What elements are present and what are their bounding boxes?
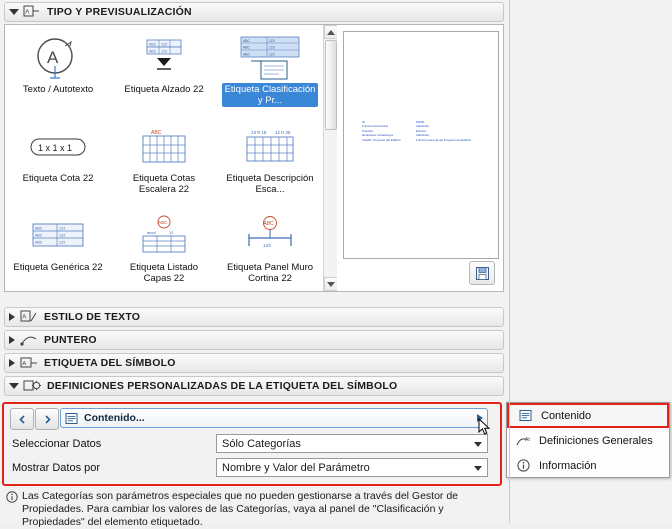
content-dropdown-button[interactable] [60, 408, 488, 428]
svg-text:123: 123 [269, 52, 275, 57]
generic-label-icon [19, 213, 97, 261]
type-item-label: Etiqueta Cota 22 [22, 173, 94, 184]
type-item-elevation-label[interactable] [114, 31, 214, 116]
type-grid-scrollbar[interactable] [323, 25, 337, 291]
chevron-right-icon [43, 415, 52, 424]
stair-description-label-icon [231, 124, 309, 172]
type-and-preview-area [4, 24, 504, 292]
menu-item-label: Contenido [541, 409, 592, 422]
svg-text:12 H 26: 12 H 26 [275, 130, 291, 135]
svg-text:abcd: abcd [147, 230, 156, 235]
svg-text:At: At [524, 436, 530, 443]
svg-text:A: A [25, 9, 30, 16]
type-item-stair-description-label[interactable] [220, 120, 320, 205]
chevron-right-icon [9, 313, 15, 321]
svg-text:ABC: ABC [263, 221, 274, 227]
classification-label-icon [231, 35, 309, 83]
preview-key: ID [362, 120, 365, 124]
panel-title: ESTILO DE TEXTO [44, 311, 141, 323]
svg-text:123: 123 [269, 38, 275, 43]
preview-pane [343, 31, 499, 259]
type-item-dimension-label[interactable] [8, 120, 108, 205]
chevron-right-icon [9, 336, 15, 344]
preview-content [362, 120, 471, 142]
menu-item-contenido[interactable] [507, 403, 669, 428]
autotext-icon [19, 35, 97, 83]
seleccionar-datos-dropdown[interactable] [216, 434, 488, 453]
info-icon [513, 458, 533, 474]
panel-header-etiqueta-del-simbolo[interactable] [4, 353, 504, 373]
type-item-label: Etiqueta Cotas Escalera 22 [132, 173, 196, 195]
panel-title: DEFINICIONES PERSONALIZADAS DE LA ETIQUETA DEL SÍMBOLO [47, 380, 398, 392]
type-item-curtain-wall-panel-label[interactable] [220, 209, 320, 291]
text-style-icon [20, 310, 38, 324]
svg-text:ABC: ABC [151, 130, 162, 136]
scrollbar-thumb[interactable] [325, 40, 337, 130]
svg-text:A: A [47, 48, 59, 67]
type-item-label: Etiqueta Clasificación y Pr... [222, 83, 318, 107]
svg-text:A: A [22, 314, 27, 321]
preview-value: Exterior [416, 128, 427, 133]
mostrar-datos-por-label: Mostrar Datos por [12, 462, 101, 474]
svg-text:ABC: ABC [35, 233, 43, 238]
panel-header-tipo-y-previsualizacion[interactable] [4, 2, 504, 22]
layer-list-label-icon [125, 213, 203, 261]
preview-key: Clasific. Proyecto del Edificio [362, 137, 401, 142]
svg-text:13 R 18: 13 R 18 [251, 130, 267, 135]
save-favorite-icon [475, 266, 490, 281]
svg-text:A: A [22, 361, 27, 367]
chevron-down-icon [474, 466, 482, 471]
svg-text:123: 123 [59, 226, 65, 231]
save-preview-button[interactable] [469, 261, 495, 285]
panel-header-puntero[interactable] [4, 330, 504, 350]
type-item-label: Texto / Autotexto [22, 84, 94, 95]
mouse-cursor [478, 418, 490, 436]
mostrar-datos-por-dropdown[interactable] [216, 458, 488, 477]
chevron-right-icon [9, 359, 15, 367]
dimension-label-icon [19, 124, 97, 172]
svg-text:12: 12 [169, 230, 174, 235]
symbol-label-icon [20, 356, 38, 370]
svg-text:ABC: ABC [158, 220, 168, 225]
type-item-autotext[interactable] [8, 31, 108, 116]
chevron-down-icon [9, 383, 19, 389]
scroll-up-button[interactable] [324, 25, 337, 39]
preview-key: Función Estructural [362, 124, 388, 129]
type-item-classification-label[interactable] [220, 31, 320, 116]
right-divider [509, 0, 510, 523]
label-type-icon [23, 5, 41, 19]
custom-definitions-icon [23, 379, 41, 393]
panel-title: ETIQUETA DEL SÍMBOLO [44, 357, 176, 369]
type-item-label: Etiqueta Panel Muro Cortina 22 [226, 262, 314, 284]
svg-text:ABC: ABC [149, 49, 157, 54]
info-icon [6, 491, 18, 503]
menu-item-informacion[interactable] [507, 453, 669, 478]
stair-dims-label-icon [125, 124, 203, 172]
preview-key: Posición [362, 128, 374, 133]
svg-text:ABC: ABC [149, 42, 157, 47]
svg-text:ABC: ABC [35, 240, 43, 245]
svg-text:ABC: ABC [35, 226, 43, 231]
custom-definitions-block [2, 402, 502, 486]
panel-header-estilo-de-texto[interactable] [4, 307, 504, 327]
scroll-down-button[interactable] [324, 277, 337, 291]
previous-definition-button[interactable] [10, 408, 34, 430]
next-definition-button[interactable] [35, 408, 59, 430]
svg-text:123: 123 [263, 243, 271, 248]
content-context-menu[interactable] [506, 402, 670, 478]
panel-header-definiciones-personalizadas[interactable] [4, 376, 504, 396]
svg-text:123: 123 [161, 49, 167, 54]
menu-item-definiciones-generales[interactable] [507, 428, 669, 453]
hint-area [6, 490, 486, 529]
content-icon [65, 412, 78, 425]
chevron-left-icon [18, 415, 27, 424]
preview-value: 00000 [416, 120, 425, 124]
svg-text:123: 123 [269, 45, 275, 50]
svg-text:123: 123 [59, 240, 65, 245]
type-item-label: Etiqueta Alzado 22 [124, 84, 204, 95]
preview-value: Indefinido [416, 124, 430, 129]
mostrar-datos-por-value: Nombre y Valor del Parámetro [222, 461, 370, 474]
elevation-label-icon [125, 35, 203, 83]
svg-text:ABC: ABC [243, 38, 250, 43]
svg-text:ABC: ABC [243, 45, 250, 50]
type-grid[interactable] [5, 25, 337, 291]
preview-value: Función General del Proyecto del Edificio [416, 137, 472, 142]
pointer-icon [20, 333, 38, 347]
svg-text:ABC: ABC [243, 52, 250, 57]
type-item-stair-dims-label[interactable] [114, 120, 214, 205]
type-item-layer-list-label[interactable] [114, 209, 214, 291]
content-dropdown-label: Contenido... [84, 412, 145, 424]
svg-text:1 x 1 x 1: 1 x 1 x 1 [38, 143, 73, 153]
seleccionar-datos-value: Sólo Categorías [222, 437, 301, 450]
type-item-label: Etiqueta Genérica 22 [13, 262, 103, 273]
type-item-label: Etiqueta Listado Capas 22 [129, 262, 199, 284]
type-item-generic-label[interactable] [8, 209, 108, 291]
menu-item-label: Información [539, 459, 597, 472]
preview-key: Requisitos Cortafuegos [362, 133, 394, 138]
menu-item-label: Definiciones Generales [539, 434, 653, 447]
curtain-wall-panel-label-icon [231, 213, 309, 261]
content-icon [515, 408, 535, 424]
svg-text:123: 123 [59, 233, 65, 238]
seleccionar-datos-label: Seleccionar Datos [12, 438, 102, 450]
panel-title: TIPO Y PREVISUALIZACIÓN [47, 6, 192, 18]
svg-text:123: 123 [161, 42, 167, 47]
type-item-label: Etiqueta Descripción Esca... [226, 173, 314, 195]
hint-text: Las Categorías son parámetros especiales que no pueden gestionarse a través del Gestor de Propiedades. Para cambiar los valores de las Categorías, vaya al panel de "Clasificación y Propiedades" del elemento etiquetado. [22, 490, 459, 528]
chevron-down-icon [9, 9, 19, 15]
preview-value: Indefinido [416, 133, 430, 138]
chevron-down-icon [474, 442, 482, 447]
general-settings-icon [513, 433, 533, 449]
panel-title: PUNTERO [44, 334, 97, 346]
